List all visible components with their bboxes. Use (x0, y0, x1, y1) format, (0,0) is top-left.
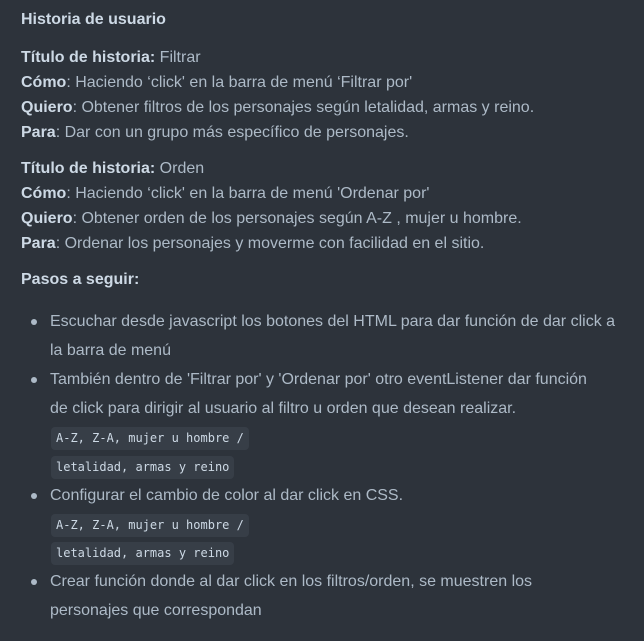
list-item (50, 307, 640, 365)
story-title-line (21, 48, 631, 73)
story-quiero-line (21, 209, 631, 234)
story-quiero-label: Quiero (21, 99, 73, 116)
page-title: Historia de usuario (21, 11, 166, 28)
story-para-label: Para (21, 124, 56, 141)
inline-code: letalidad, armas y reino (51, 542, 234, 565)
list-item (50, 365, 640, 423)
story-como-line (21, 184, 631, 209)
inline-code: A-Z, Z-A, mujer u hombre / (51, 514, 249, 537)
story-quiero-value: : Obtener filtros de los personajes según letalidad, armas y reino. (72, 99, 535, 116)
list-item (50, 567, 640, 625)
inline-code: A-Z, Z-A, mujer u hombre / (51, 427, 249, 450)
inline-code: letalidad, armas y reino (51, 456, 234, 479)
story-como-value: : Haciendo ‘click' en la barra de menú 'Ordenar por' (66, 185, 430, 202)
story-title-label: Título de historia: (21, 160, 156, 177)
steps-heading: Pasos a seguir: (21, 271, 140, 288)
user-story-filtrar (21, 48, 631, 148)
step-text-line: la barra de menú (50, 342, 171, 359)
story-title-line (21, 159, 631, 184)
story-para-value: : Ordenar los personajes y moverme con facilidad en el sitio. (55, 235, 485, 252)
list-item (50, 481, 640, 510)
step-text-line: Crear función donde al dar click en los filtros/orden, se muestren los (50, 573, 533, 590)
story-para-line (21, 234, 631, 259)
story-quiero-label: Quiero (21, 210, 73, 227)
story-quiero-value: : Obtener orden de los personajes según A-Z , mujer u hombre. (72, 210, 522, 227)
step-text-line: de click para dirigir al usuario al filtro u orden que desean realizar. (50, 400, 517, 417)
story-quiero-line (21, 98, 631, 123)
story-title-value: Orden (155, 160, 205, 177)
story-para-line (21, 123, 631, 148)
step-text-line: Configurar el cambio de color al dar click en CSS. (50, 487, 404, 504)
step-text-line: Escuchar desde javascript los botones del HTML para dar función de dar click a (50, 313, 616, 330)
user-story-orden (21, 159, 631, 259)
bullet-icon (31, 319, 37, 325)
bullet-icon (31, 579, 37, 585)
story-como-label: Cómo (21, 74, 67, 91)
story-como-line (21, 73, 631, 98)
story-como-label: Cómo (21, 185, 67, 202)
story-para-label: Para (21, 235, 56, 252)
story-title-value: Filtrar (155, 49, 201, 66)
step-text-line: personajes que correspondan (50, 602, 262, 619)
story-para-value: : Dar con un grupo más específico de personajes. (55, 124, 409, 141)
bullet-icon (31, 493, 37, 499)
story-title-label: Título de historia: (21, 49, 156, 66)
step-text-line: También dentro de 'Filtrar por' y 'Ordenar por' otro eventListener dar función (50, 371, 587, 388)
bullet-icon (31, 377, 37, 383)
story-como-value: : Haciendo ‘click' en la barra de menú ‘Filtrar por' (66, 74, 413, 91)
